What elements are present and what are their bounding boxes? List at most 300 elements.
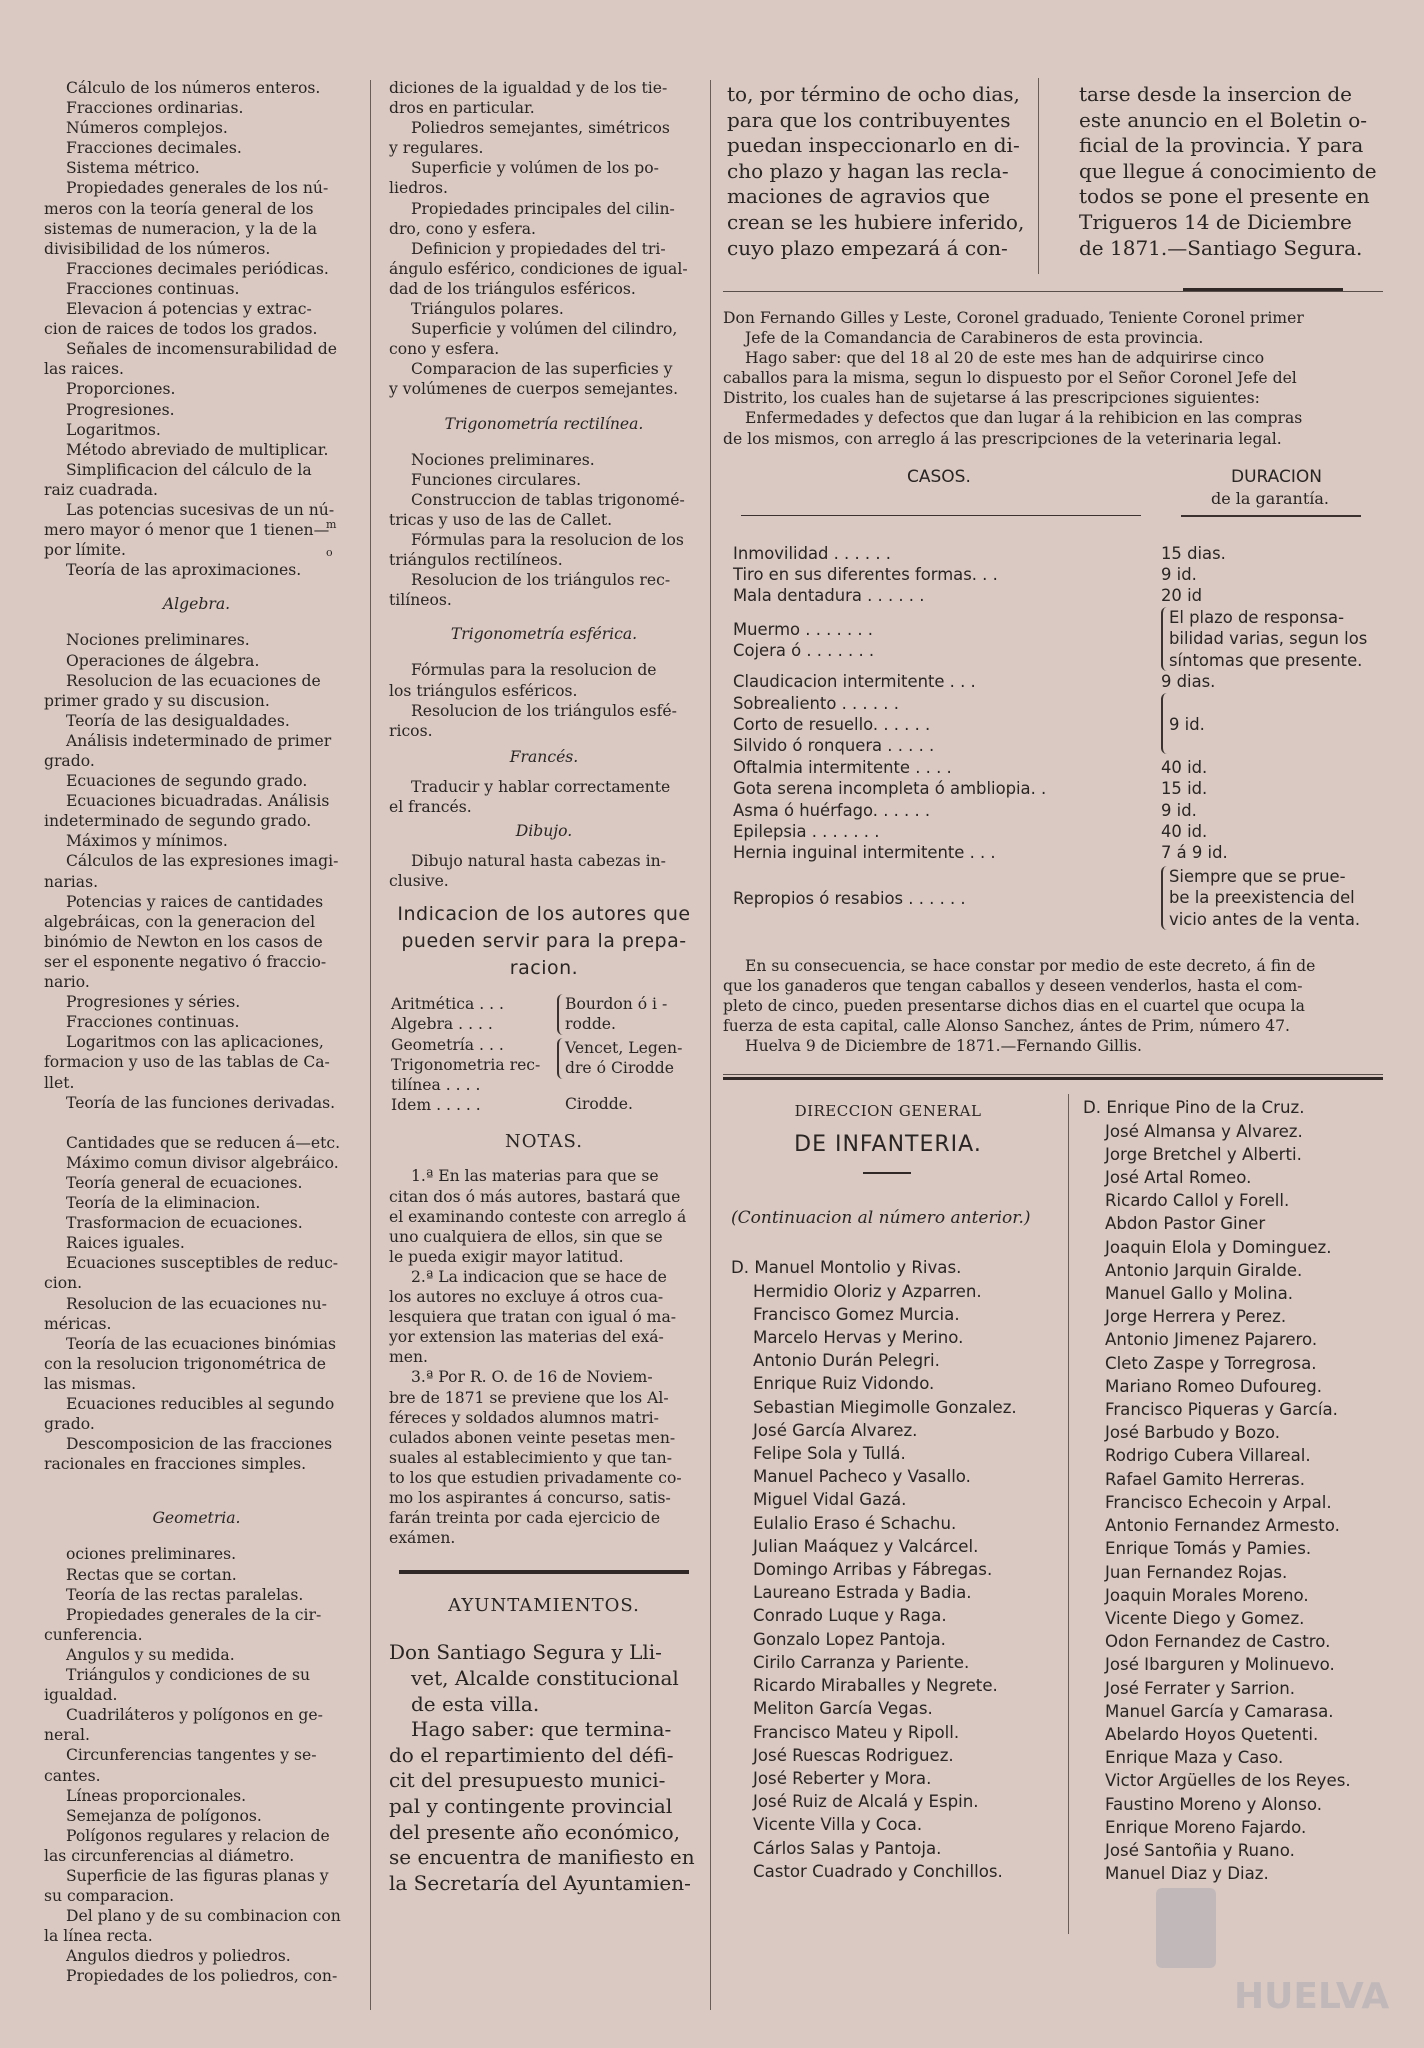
- text-line: suales al establecimiento y que tan-: [389, 1448, 672, 1467]
- officer-name: Abelardo Hoyos Quetenti.: [1105, 1724, 1319, 1744]
- officer-name: Jorge Herrera y Perez.: [1105, 1307, 1287, 1327]
- text-line: Máximo comun divisor algebráico.: [66, 1153, 339, 1172]
- text-line: Angulos diedros y poliedros.: [66, 1947, 291, 1966]
- officer-name: Domingo Arribas y Fábregas.: [753, 1560, 993, 1580]
- text-line: Poliedros semejantes, simétricos: [411, 119, 670, 138]
- officer-name: Faustino Moreno y Alonso.: [1105, 1794, 1322, 1814]
- text-line: caballos para la misma, segun lo dispuesto por el Señor Coronel Jefe del: [723, 369, 1297, 388]
- trig-esf-title: Trigonometría esférica.: [450, 625, 638, 644]
- case-name: Tiro en sus diferentes formas. . .: [733, 565, 998, 585]
- text-line: Traducir y hablar correctamente: [411, 777, 671, 796]
- case-name: Asma ó huérfago. . . . . .: [733, 800, 931, 820]
- segura-left: [727, 82, 1042, 261]
- case-value: 9 dias.: [1161, 672, 1216, 692]
- header-rule: [1181, 515, 1361, 517]
- text-line: meros con la teoría general de los: [44, 199, 314, 218]
- officer-name: Antonio Jimenez Pajarero.: [1105, 1330, 1318, 1350]
- gilles-outro: [723, 956, 1383, 1056]
- text-line: binómio de Newton en los casos de: [44, 932, 323, 951]
- cases-table: [723, 543, 1383, 930]
- text-line: ociones preliminares.: [66, 1545, 237, 1564]
- case-name: Mala dentadura . . . . . .: [733, 586, 925, 606]
- header-casos: CASOS.: [907, 466, 971, 487]
- case-row: [733, 778, 1383, 799]
- case-value: 15 id.: [1161, 779, 1208, 799]
- dg-dash: [863, 1172, 911, 1174]
- spacer: [389, 891, 699, 901]
- text-line: Las potencias sucesivas de un nú-: [66, 500, 335, 519]
- aritmetica-list: [44, 78, 349, 580]
- case-row: [733, 821, 1383, 842]
- text-line: Propiedades de los poliedros, con-: [66, 1967, 338, 1986]
- text-line: Superficie de las figuras planas y: [66, 1866, 329, 1885]
- text-line: todos se pone el presente en: [1079, 184, 1370, 209]
- text-line: Ecuaciones reducibles al segundo: [66, 1395, 335, 1413]
- text-line: raiz cuadrada.: [44, 480, 158, 499]
- text-line: Ecuaciones bicuadradas. Análisis: [66, 792, 330, 811]
- text-line: do el repartimiento del défi-: [389, 1742, 674, 1767]
- text-line: pleto de cinco, pueden presentarse dichos dias en el cuartel que ocupa la: [723, 997, 1305, 1016]
- case-row: [733, 564, 1383, 585]
- text-line: llet.: [44, 1073, 75, 1092]
- authors-table: [389, 994, 699, 1124]
- officer-name: D. Manuel Montolio y Rivas.: [731, 1258, 962, 1278]
- text-line: Rectas que se cortan.: [66, 1565, 237, 1584]
- text-line: Comparacion de las superficies y: [411, 360, 673, 379]
- text-line: Operaciones de álgebra.: [66, 651, 260, 670]
- text-line: formacion y uso de las tablas de Ca-: [44, 1053, 330, 1072]
- ayuntamientos-title: AYUNTAMIENTOS.: [448, 1595, 640, 1617]
- text-line: Cantidades que se reducen á—etc.: [66, 1133, 341, 1152]
- cases-group-b-note: [1161, 607, 1367, 671]
- authors-brace-1: [557, 994, 667, 1034]
- officer-name: Manuel Pacheco y Vasallo.: [753, 1467, 971, 1487]
- text-line: Triángulos polares.: [411, 300, 564, 319]
- text-line: Distrito, los cuales han de sujetarse á las prescripciones siguientes:: [723, 389, 1260, 408]
- case-name: Oftalmia intermitente . . . .: [733, 757, 952, 777]
- segura-notice-continuation: [723, 78, 1383, 268]
- officer-name: Marcelo Hervas y Merino.: [753, 1328, 964, 1348]
- officer-name: Eulalio Eraso é Schachu.: [753, 1513, 957, 1533]
- text-line: bre de 1871 se previene que los Al-: [389, 1388, 669, 1407]
- officer-name: Francisco Echecoin y Arpal.: [1105, 1492, 1332, 1512]
- officer-name: José Ferrater y Sarrion.: [1105, 1678, 1296, 1698]
- text-line: lesquiera que tratan con igual ó ma-: [389, 1308, 677, 1327]
- text-line: las raices.: [44, 360, 124, 379]
- text-line: Resolucion de los triángulos esfé-: [411, 701, 677, 720]
- officer-name: Enrique Maza y Caso.: [1105, 1748, 1284, 1768]
- text-line: Líneas proporcionales.: [66, 1786, 247, 1805]
- text-line: mero mayor ó menor que 1 tienen—: [44, 521, 330, 540]
- officer-name: Ricardo Miraballes y Negrete.: [753, 1676, 998, 1696]
- text-line: Método abreviado de multiplicar.: [66, 440, 329, 459]
- case-value: 9 id.: [1161, 800, 1197, 820]
- text-line: cion.: [44, 1274, 83, 1293]
- column-2: [389, 78, 699, 1896]
- text-line: Máximos y mínimos.: [66, 832, 228, 851]
- case-value: 40 id.: [1161, 821, 1208, 841]
- text-line: fuerza de esta capital, calle Alonso Sanchez, ántes de Prim, número 47.: [723, 1017, 1291, 1036]
- cases-group-d-brace: [1161, 693, 1205, 754]
- case-value: 20 id: [1161, 586, 1203, 606]
- officer-name: Enrique Ruiz Vidondo.: [753, 1374, 935, 1394]
- algebra-list: [44, 630, 349, 1474]
- infanteria-section: [723, 1080, 1383, 1940]
- text-line: Progresiones.: [66, 400, 175, 419]
- text-line: Superficie y volúmen del cilindro,: [411, 320, 678, 339]
- text-line: Hago saber: que del 18 al 20 de este mes han de adquirirse cinco: [745, 349, 1265, 368]
- author-name: dre ó Cirodde: [565, 1059, 674, 1078]
- cases-group-d-names: [733, 693, 1161, 757]
- text-line: exámen.: [389, 1529, 456, 1548]
- text-line: que llegue á conocimiento de: [1079, 158, 1377, 183]
- text-line: la Secretaría del Ayuntamien-: [389, 1870, 691, 1895]
- cases-group-f: [733, 866, 1383, 930]
- officer-name: Antonio Fernandez Armesto.: [1105, 1516, 1340, 1536]
- text-line: y regulares.: [389, 139, 484, 158]
- cases-group-a: [733, 543, 1383, 607]
- case-row: [733, 543, 1383, 564]
- author-name: Cirodde.: [565, 1095, 633, 1114]
- geometria-title: Geometria.: [152, 1509, 241, 1528]
- officer-name: Victor Argüelles de los Reyes.: [1105, 1771, 1351, 1791]
- text-line: Nociones preliminares.: [66, 631, 250, 650]
- case-value: 15 dias.: [1161, 543, 1226, 563]
- officer-name: José Santoñia y Ruano.: [1105, 1840, 1295, 1860]
- officer-name: Joaquin Morales Moreno.: [1105, 1585, 1309, 1605]
- text-line: Elevacion á potencias y extrac-: [66, 300, 312, 319]
- dg-continuation: (Continuacion al número anterior.): [731, 1208, 1031, 1229]
- case-value: 40 id.: [1161, 757, 1208, 777]
- case-name: Muermo . . . . . . .: [733, 619, 874, 639]
- text-line: neral.: [44, 1726, 90, 1745]
- officer-name: Miguel Vidal Gazá.: [753, 1490, 907, 1510]
- header-duracion: DURACION: [1231, 466, 1322, 487]
- text-line: Trasformacion de ecuaciones.: [66, 1214, 303, 1233]
- text-line: liedros.: [389, 179, 448, 198]
- text-line: Superficie y volúmen de los po-: [411, 159, 659, 178]
- cases-group-b-names: [733, 607, 1161, 671]
- text-line: Polígonos regulares y relacion de: [66, 1826, 330, 1845]
- text-line: Raices iguales.: [66, 1234, 185, 1253]
- text-line: diciones de la igualdad y de los tie-: [389, 79, 668, 97]
- text-line: Fórmulas para la resolucion de: [411, 661, 657, 680]
- ayuntamiento-notice: [389, 1640, 699, 1896]
- officer-name: Francisco Mateu y Ripoll.: [753, 1722, 960, 1742]
- text-line: de 1871.—Santiago Segura.: [1079, 235, 1363, 260]
- text-line: Definicion y propiedades del tri-: [411, 239, 666, 258]
- text-line: méricas.: [44, 1314, 112, 1333]
- text-line: Funciones circulares.: [411, 470, 582, 489]
- text-line: algebráicas, con la generacion del: [44, 912, 316, 931]
- text-line: del presente año económico,: [389, 1819, 680, 1844]
- text-line: yor extension las materias del exá-: [389, 1328, 664, 1347]
- text-line: cho plazo y hagan las recla-: [727, 158, 1009, 183]
- text-line: primer grado y su discusion.: [44, 691, 270, 710]
- officer-name: Odon Fernandez de Castro.: [1105, 1632, 1331, 1652]
- text-line: de los mismos, con arreglo á las prescripciones de la veterinaria legal.: [723, 429, 1282, 448]
- text-line: Propiedades principales del cilin-: [411, 199, 675, 218]
- case-note-line: Siempre que se prue-: [1169, 866, 1346, 886]
- trig-esf-list: [389, 660, 699, 740]
- officer-name: Vicente Diego y Gomez.: [1105, 1608, 1305, 1628]
- text-line: ser el esponente negativo ó fraccio-: [44, 952, 327, 971]
- officer-name: Hermidio Oloriz y Azparren.: [753, 1281, 982, 1301]
- text-line: 2.ª La indicacion que se hace de: [411, 1267, 667, 1286]
- text-line: los autores no excluye á otros cua-: [389, 1288, 664, 1307]
- case-note-line: síntomas que presente.: [1169, 650, 1363, 670]
- text-line: dros en particular.: [389, 99, 535, 118]
- watermark-text: HUELVA: [1234, 1976, 1390, 2017]
- text-line: Cálculos de las expresiones imagi-: [66, 852, 339, 871]
- case-name: Repropios ó resabios . . . . . .: [733, 888, 966, 908]
- crest-watermark-icon: [1146, 1868, 1396, 2028]
- text-line: Logaritmos.: [66, 420, 161, 439]
- text-line: tricas y uso de las de Callet.: [389, 510, 613, 529]
- text-line: Descomposicion de las fracciones: [66, 1435, 333, 1454]
- authors-heading: [389, 901, 699, 982]
- case-value: 9 id.: [1161, 565, 1197, 585]
- case-name: Corto de resuello. . . . . .: [733, 714, 931, 734]
- header-rule: [741, 515, 1141, 516]
- officer-name: Conrado Luque y Raga.: [753, 1606, 947, 1626]
- text-line: Teoría de las funciones derivadas.: [66, 1093, 336, 1112]
- section-rule: [723, 291, 1383, 292]
- algebra-title: Algebra.: [162, 595, 231, 614]
- case-name: Inmovilidad . . . . . .: [733, 543, 891, 563]
- text-line: le pueda exigir mayor latitud.: [389, 1247, 624, 1266]
- authors-heading-line: pueden servir para la prepa-: [401, 930, 687, 953]
- text-line: triángulos rectilíneos.: [389, 551, 563, 570]
- fraction-bottom: o: [326, 546, 333, 560]
- notas-list: [389, 1166, 699, 1548]
- trig-rect-title: Trigonometría rectilínea.: [444, 414, 644, 433]
- text-line: to, por término de ocho dias,: [727, 82, 1020, 106]
- text-line: que los ganaderos que tengan caballos y deseen venderlos, hasta el com-: [723, 977, 1303, 996]
- text-line: Resolucion de las ecuaciones nu-: [66, 1294, 327, 1313]
- text-line: igualdad.: [44, 1686, 118, 1705]
- text-line: Señales de incomensurabilidad de: [66, 340, 337, 359]
- text-line: y volúmenes de cuerpos semejantes.: [389, 380, 679, 399]
- text-line: ficial de la provincia. Y para: [1079, 133, 1364, 158]
- text-line: Simplificacion del cálculo de la: [66, 460, 312, 479]
- text-line: citan dos ó más autores, bastará que: [389, 1187, 681, 1206]
- text-line: Propiedades generales de los nú-: [66, 179, 329, 198]
- officer-name: Francisco Piqueras y García.: [1105, 1400, 1338, 1420]
- text-line: cion de raices de todos los grados.: [44, 320, 318, 339]
- text-line: nario.: [44, 973, 90, 992]
- notas-title: NOTAS.: [505, 1131, 583, 1153]
- text-line: Progresiones y séries.: [66, 993, 241, 1012]
- text-line: Teoría de las aproximaciones.: [66, 561, 302, 580]
- text-line: Logaritmos con las aplicaciones,: [66, 1033, 324, 1052]
- officer-name: José Ruescas Rodriguez.: [753, 1745, 954, 1765]
- case-note-line: vicio antes de la venta.: [1169, 909, 1361, 929]
- text-line: Números complejos.: [66, 119, 228, 138]
- officer-name: José Almansa y Alvarez.: [1105, 1121, 1303, 1141]
- text-line: Teoría de las desigualdades.: [66, 711, 290, 730]
- text-line: féreces y soldados alumnos matri-: [389, 1408, 659, 1427]
- cases-group-c: [733, 671, 1383, 692]
- text-line: Sistema métrico.: [66, 159, 200, 178]
- officer-name: José Barbudo y Bozo.: [1105, 1423, 1281, 1443]
- text-line: Semejanza de polígonos.: [66, 1806, 262, 1825]
- text-line: para que los contribuyentes: [727, 107, 1011, 132]
- text-line: Teoría de las rectas paralelas.: [66, 1585, 304, 1604]
- text-line: las mismas.: [44, 1374, 137, 1393]
- officer-name: Antonio Durán Pelegri.: [753, 1351, 940, 1371]
- author-name: Bourdon ó i -: [565, 995, 668, 1014]
- officer-name: Joaquin Elola y Dominguez.: [1105, 1237, 1332, 1257]
- text-line: este anuncio en el Boletin o-: [1079, 107, 1367, 132]
- text-line: dad de los triángulos esféricos.: [389, 279, 636, 298]
- text-line: tarse desde la insercion de: [1079, 82, 1353, 106]
- officer-name: Laureano Estrada y Badia.: [753, 1583, 972, 1603]
- text-line: cuyo plazo empezará á con-: [727, 235, 1008, 260]
- text-line: Fórmulas para la resolucion de los: [411, 530, 684, 549]
- text-line: Nociones preliminares.: [411, 450, 595, 469]
- officer-name: José Reberter y Mora.: [753, 1768, 932, 1788]
- text-line: Teoría de las ecuaciones binómias: [66, 1334, 337, 1353]
- text-line: 1.ª En las materias para que se: [411, 1167, 659, 1186]
- text-line: cono y esfera.: [389, 340, 500, 359]
- text-line: Fracciones decimales.: [66, 139, 242, 158]
- text-line: tilíneos.: [389, 591, 452, 610]
- case-value: 9 id.: [1169, 714, 1205, 734]
- text-line: el francés.: [389, 798, 472, 816]
- text-line: Don Fernando Gilles y Leste, Coronel graduado, Teniente Coronel primer: [723, 309, 1304, 327]
- text-line: vet, Alcalde constitucional: [411, 1665, 679, 1690]
- text-line: clusive.: [389, 872, 449, 891]
- geometria-cont-list: [389, 78, 699, 400]
- text-line: dro, cono y esfera.: [389, 219, 536, 238]
- officer-name: José Ruiz de Alcalá y Espin.: [753, 1792, 979, 1812]
- text-line: sistemas de numeracion, y la de la: [44, 219, 318, 238]
- text-line: Enfermedades y defectos que dan lugar á la rehibicion en las compras: [745, 409, 1303, 428]
- column-1: [44, 78, 349, 1987]
- author-subject: Aritmética . . .: [391, 995, 505, 1014]
- officer-name: Felipe Sola y Tullá.: [753, 1444, 906, 1464]
- officer-name: José Ibarguren y Molinuevo.: [1105, 1655, 1335, 1675]
- text-line: cantes.: [44, 1766, 101, 1785]
- author-name: Vencet, Legen-: [565, 1039, 683, 1058]
- cases-group-e: [733, 757, 1383, 864]
- officer-name: Cirilo Carranza y Pariente.: [753, 1652, 970, 1672]
- case-note-line: be la preexistencia del: [1169, 888, 1355, 908]
- text-line: el examinando conteste con arreglo á: [389, 1207, 687, 1226]
- text-line: Cuadriláteros y polígonos en ge-: [66, 1706, 323, 1725]
- text-line: Triángulos y condiciones de su: [66, 1666, 310, 1685]
- text-line: grado.: [44, 752, 95, 770]
- text-line: Fracciones decimales periódicas.: [66, 259, 329, 278]
- text-line: Teoría de la eliminacion.: [66, 1194, 261, 1213]
- officer-name: Rafael Gamito Herreras.: [1105, 1469, 1305, 1489]
- frances-title: Francés.: [509, 747, 579, 766]
- cases-group-d: [733, 693, 1383, 757]
- text-line: indeterminado de segundo grado.: [44, 812, 312, 831]
- text-line: Dibujo natural hasta cabezas in-: [411, 852, 666, 871]
- dg-subtitle: DE INFANTERIA.: [794, 1132, 982, 1158]
- text-line: Circunferencias tangentes y se-: [66, 1746, 317, 1765]
- text-line: maciones de agravios que: [727, 184, 990, 209]
- author-subject: Geometría . . .: [391, 1035, 504, 1054]
- geometria-list: [44, 1544, 349, 1986]
- authors-heading-line: racion.: [509, 957, 579, 980]
- officer-name: Jorge Bretchel y Alberti.: [1105, 1144, 1302, 1164]
- text-line: ricos.: [389, 721, 433, 740]
- gilles-intro: [723, 308, 1383, 449]
- text-line: cunferencia.: [44, 1625, 143, 1644]
- case-name: Sobrealiento . . . . . .: [733, 693, 899, 713]
- case-note-line: El plazo de responsa-: [1169, 607, 1344, 627]
- names-right: [1083, 1096, 1351, 1885]
- text-line: Don Santiago Segura y Lli-: [389, 1640, 662, 1665]
- case-name: Cojera ó . . . . . . .: [733, 641, 875, 661]
- author-subject: Algebra . . . .: [391, 1015, 493, 1034]
- case-row: [733, 757, 1383, 778]
- officer-name: Gonzalo Lopez Pantoja.: [753, 1629, 946, 1649]
- text-line: uno cualquiera de ellos, sin que se: [389, 1227, 663, 1246]
- officer-name: Castor Cuadrado y Conchillos.: [753, 1861, 1003, 1881]
- column-rule-4: [1068, 1094, 1069, 1934]
- officer-name: Enrique Moreno Fajardo.: [1105, 1817, 1307, 1837]
- text-line: se encuentra de manifiesto en: [389, 1845, 695, 1870]
- section-rule: [723, 1074, 1383, 1075]
- text-line: Proporciones.: [66, 380, 176, 399]
- text-line: Trigueros 14 de Diciembre: [1079, 209, 1352, 234]
- officer-name: D. Enrique Pino de la Cruz.: [1083, 1098, 1305, 1118]
- case-row: [733, 842, 1383, 863]
- author-subject: tilínea . . . .: [391, 1075, 481, 1094]
- text-line: farán treinta por cada ejercicio de: [389, 1509, 661, 1528]
- cases-table-header: [723, 457, 1383, 517]
- officer-name: Meliton García Vegas.: [753, 1699, 933, 1719]
- text-line: puedan inspeccionarlo en di-: [727, 133, 1020, 158]
- text-line: por límite.: [44, 541, 126, 560]
- text-line: Fracciones ordinarias.: [66, 99, 244, 118]
- text-line: divisibilidad de los números.: [44, 239, 271, 258]
- text-line: Del plano y de su combinacion con: [66, 1907, 341, 1926]
- officer-name: Antonio Jarquin Giralde.: [1105, 1260, 1303, 1280]
- officer-name: Cleto Zaspe y Torregrosa.: [1105, 1353, 1317, 1373]
- dibujo-title: Dibujo.: [515, 822, 573, 841]
- text-line: la línea recta.: [44, 1927, 153, 1946]
- officer-name: Manuel Gallo y Molina.: [1105, 1284, 1294, 1304]
- segura-right: [1079, 82, 1379, 261]
- case-name: Gota serena incompleta ó ambliopia. .: [733, 779, 1047, 799]
- text-line: Potencias y raices de cantidades: [66, 892, 324, 911]
- cases-group-b: [733, 607, 1383, 671]
- text-line: Hago saber: que termina-: [411, 1717, 672, 1742]
- case-row: [733, 800, 1383, 821]
- text-line: los triángulos esféricos.: [389, 681, 578, 700]
- case-note-line: bilidad varias, segun los: [1169, 629, 1368, 649]
- text-line: 3.ª Por R. O. de 16 de Noviem-: [411, 1368, 653, 1387]
- text-line: Resolucion de las ecuaciones de: [66, 671, 321, 690]
- section-rule: [399, 1570, 689, 1574]
- officer-name: Juan Fernandez Rojas.: [1105, 1562, 1288, 1582]
- officer-name: José García Alvarez.: [753, 1420, 918, 1440]
- text-line: con la resolucion trigonométrica de: [44, 1354, 327, 1373]
- case-name: Hernia inguinal intermitente . . .: [733, 843, 996, 863]
- cases-group-f-note: [1161, 866, 1360, 930]
- authors-subjects: [391, 994, 540, 1115]
- text-line: Construccion de tablas trigonomé-: [411, 490, 685, 509]
- text-line: culados abonen veinte pesetas men-: [389, 1428, 676, 1447]
- text-line: Jefe de la Comandancia de Carabineros de esta provincia.: [745, 329, 1204, 348]
- officer-name: Rodrigo Cubera Villareal.: [1105, 1446, 1311, 1466]
- text-line: las circunferencias al diámetro.: [44, 1846, 295, 1865]
